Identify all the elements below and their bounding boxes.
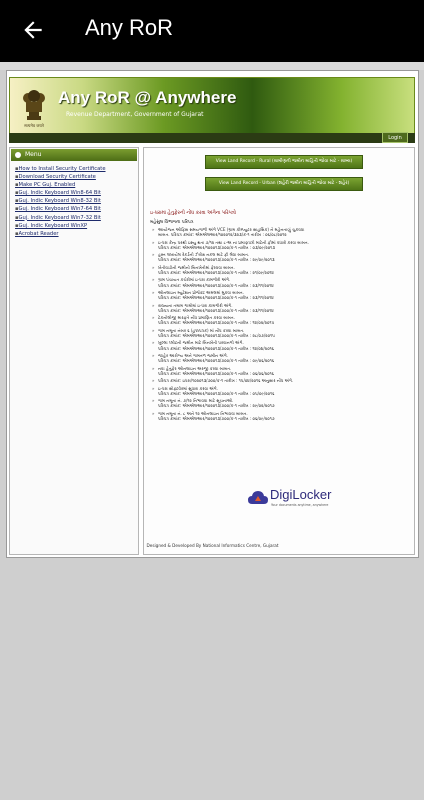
web-page bbox=[6, 70, 419, 558]
top-gap bbox=[0, 62, 424, 70]
list-item[interactable]: » હસ્ત લખાયેલ રેકર્ડની ઝેરોક્ષ નકલ માટે ફી લેવા બાબત. પરિપત્ર ક્રમાંક: એમએલઆર/૧૦૨૦૧૩/૭૦૦/ક-૧ તારીખ : ૨૯/૦૯/૨૦૧૩ bbox=[152, 252, 410, 262]
view-land-record-urban-button[interactable]: View Land Record - Urban (શહેરી જમીન માહિતી જોવા માટે - શહેર) bbox=[205, 177, 363, 191]
list-item[interactable]: » ગામ નમૂના નંબર ૬ (હક્કપત્રક) માં નોંધ કરવા બાબત. પરિપત્ર ક્રમાંક: એમએલઆર/૧૦૨૦૧૩/૭૦૦/ક-૧ તારીખ : ૨૮/૦૭/૨૦૧૫ bbox=[152, 328, 410, 338]
list-item[interactable]: » પરિપત્ર ક્રમાંક: ઇધરા/૧૦૨૦૧૩/૭૦૦/ક-૧ તારીખ : ૧૫/૦૪/૨૦૧૬ અનુસાર નોંધ અંગે. bbox=[152, 378, 410, 383]
list-item[interactable]: » આયોજન ઓફિસ સમયગાળો અંગે VCE (ગ્રામ કોમ્પ્યુટર સાહસિક) ને મહેનતાણું ચુકવવા બાબત. પરિપત્ર ક્રમાંક: એમએલઆર/૧૦૨૦૧૨/૩૨૩/ક-૧ તારીખ : ૦૬/૦૮/૨૦૧૨ bbox=[152, 227, 410, 237]
menu-label: Menu bbox=[25, 151, 42, 158]
list-item[interactable]: » રાજ્યના તમામ ગામોમાં ઇ-ધરા કામગીરી અંગે. પરિપત્ર ક્રમાંક: એમએલઆર/૧૦૨૦૧૩/૭૦૦/ક-૧ તારીખ : ૨૩/૧૧/૨૦૧૪ bbox=[152, 303, 410, 313]
header-banner bbox=[9, 77, 415, 135]
site-subtitle: Revenue Department, Government of Gujarat bbox=[66, 111, 204, 118]
sidebar-item-keyboard-win7-64[interactable]: ▪ Guj. Indic Keyboard Win7-64 Bit bbox=[15, 205, 106, 213]
app-bar bbox=[0, 0, 424, 62]
menu-bullet-icon bbox=[15, 152, 21, 158]
sidebar-item-keyboard-win8-32[interactable]: ▪ Guj. Indic Keyboard Win8-32 Bit bbox=[15, 197, 106, 205]
government-emblem-icon bbox=[20, 82, 48, 130]
list-item[interactable]: » ટેકનોલોજી મારફતે નોંધ પ્રમાણિત કરવા બાબત. પરિપત્ર ક્રમાંક: એમએલઆર/૧૦૨૦૧૩/૭૦૦/ક-૧ તારીખ : ૧૪/૦૨/૨૦૧૫ bbox=[152, 315, 410, 325]
list-item[interactable]: » ખુલ્લા પ્લોટની જમીન માટે બિનખેતી પરવાનગી અંગે. પરિપત્ર ક્રમાંક: એમએલઆર/૧૦૨૦૧૩/૭૦૦/ક-૧ તારીખ : ૧૪/૦૪/૨૦૧૬ bbox=[152, 340, 410, 350]
list-item[interactable]: » ઇ-ધરા કેન્દ્ર પરથી ઇશ્યુ થતા ૭/૧૨ તથા ૮-અ ના પ્રમાણપત્રો માટેની ફીમાં વધારો કરવા બાબત. પરિપત્ર ક્રમાંક: એમએલઆર/૧૦૨૦૧૩/૭૦૦/ક-૧ તારીખ : ૦૩/૦૯/૨૦૧૩ bbox=[152, 240, 410, 250]
digilocker-tagline: Your documents anytime, anywhere bbox=[271, 503, 329, 507]
circular-list bbox=[152, 227, 410, 423]
sidebar-item-make-pc-gujarati[interactable]: ▪ Make PC Guj. Enabled bbox=[15, 181, 106, 189]
sidebar bbox=[9, 147, 139, 555]
notice-section-subtitle: મહેસુલ વિભાગના પરિપત્ર bbox=[150, 220, 194, 225]
sidebar-menu bbox=[15, 165, 106, 238]
sidebar-item-download-certificate[interactable]: ▪ Download Security Certificate bbox=[15, 173, 106, 181]
digilocker-cloud-icon bbox=[248, 489, 268, 506]
sidebar-item-keyboard-win7-32[interactable]: ▪ Guj. Indic Keyboard Win7-32 Bit bbox=[15, 214, 106, 222]
main-content bbox=[143, 147, 415, 555]
list-item[interactable]: » ગામ નમૂના નં. ૮ અને ૧૨ ઓનલાઇન નિભાવવા બાબત. પરિપત્ર ક્રમાંક: એમએલઆર/૧૦૨૦૧૩/૭૦૦/ક-૧ તારીખ : ૦૬/૦૯/૨૦૧૭ bbox=[152, 411, 410, 421]
list-item[interactable]: » ખેતીવાડીની જમીનો બિનખેતીમાં ફેરવવા બાબત. પરિપત્ર ક્રમાંક: એમએલઆર/૧૦૨૦૧૩/૭૦૦/ક-૧ તારીખ : ૨૧/૦૯/૨૦૧૪ bbox=[152, 265, 410, 275]
sidebar-item-install-certificate[interactable]: ▪ How to Install Security Certificate bbox=[15, 165, 106, 173]
nav-strip bbox=[9, 133, 415, 143]
page-footer: Designed & Developed By National Informatics Centre, Gujarat bbox=[146, 543, 279, 548]
list-item[interactable]: » ગામ નમૂના નં. ૭/૧૨ નિભાવવા માટે સૂચનાઓ. પરિપત્ર ક્રમાંક: એમએલઆર/૧૦૨૦૧૩/૭૦૦/ક-૧ તારીખ : ૨૯/૦૨/૨૦૧૭ bbox=[152, 398, 410, 408]
site-title: Any RoR @ Anywhere bbox=[58, 88, 237, 107]
list-item[interactable]: » ઓનલાઇન મ્યુટેશન પ્રોજેક્ટ અમલમાં મુકવા બાબત. પરિપત્ર ક્રમાંક: એમએલઆર/૧૦૨૦૧૩/૭૦૦/ક-૧ તારીખ : ૨૩/૧૧/૨૦૧૪ bbox=[152, 290, 410, 300]
emblem-caption: सत्यमेव जयते bbox=[24, 123, 44, 128]
digilocker-name: DigiLocker bbox=[270, 487, 332, 502]
list-item[interactable]: » ઇ-ધરા સોફ્ટવેરમાં સુધારા કરવા અંગે. પરિપત્ર ક્રમાંક: એમએલઆર/૧૦૨૦૧૩/૭૦૦/ક-૧ તારીખ : ૦૫/૦૯/૨૦૧૬ bbox=[152, 386, 410, 396]
sidebar-item-acrobat-reader[interactable]: ▪ Acrobat Reader bbox=[15, 230, 106, 238]
menu-header bbox=[11, 149, 137, 161]
digilocker-link[interactable] bbox=[248, 487, 338, 513]
list-item[interactable]: » નવા હેતુફેર ઓનલાઇન અરજી કરવા બાબત. પરિપત્ર ક્રમાંક: એમએલઆર/૧૦૨૦૧૩/૭૦૦/ક-૧ તારીખ : ૦૬/૦૬/૨૦૧૬ bbox=[152, 366, 410, 376]
back-arrow-icon[interactable] bbox=[20, 17, 46, 43]
notice-section-title[interactable]: ઇ-ધરામાં હેતુફેરની નોંધ કરવા અંગેના પરિપત્રો bbox=[150, 211, 236, 216]
view-land-record-rural-button[interactable]: View Land Record - Rural (ગ્રામીણની જમીન માહિતી જોવા માટે - ગ્રામ્ય) bbox=[205, 155, 363, 169]
sidebar-item-keyboard-win8-64[interactable]: ▪ Guj. Indic Keyboard Win8-64 Bit bbox=[15, 189, 106, 197]
sidebar-item-keyboard-winxp[interactable]: ▪ Guj. Indic Keyboard WinXP bbox=[15, 222, 106, 230]
list-item[interactable]: » ગ્રામ પંચાયત કચેરીમાં ઇ-ધરા કામગીરી અંગે. પરિપત્ર ક્રમાંક: એમએલઆર/૧૦૨૦૧૩/૭૦૦/ક-૧ તારીખ : ૨૩/૧૧/૨૦૧૪ bbox=[152, 277, 410, 287]
list-item[interactable]: » જાહેર આરોગ્ય અને ગામતળ જમીન અંગે. પરિપત્ર ક્રમાંક: એમએલઆર/૧૦૨૦૧૩/૭૦૦/ક-૧ તારીખ : ૦૯/૦૬/૨૦૧૬ bbox=[152, 353, 410, 363]
login-button[interactable]: Login bbox=[382, 132, 408, 143]
app-title: Any RoR bbox=[85, 15, 174, 40]
